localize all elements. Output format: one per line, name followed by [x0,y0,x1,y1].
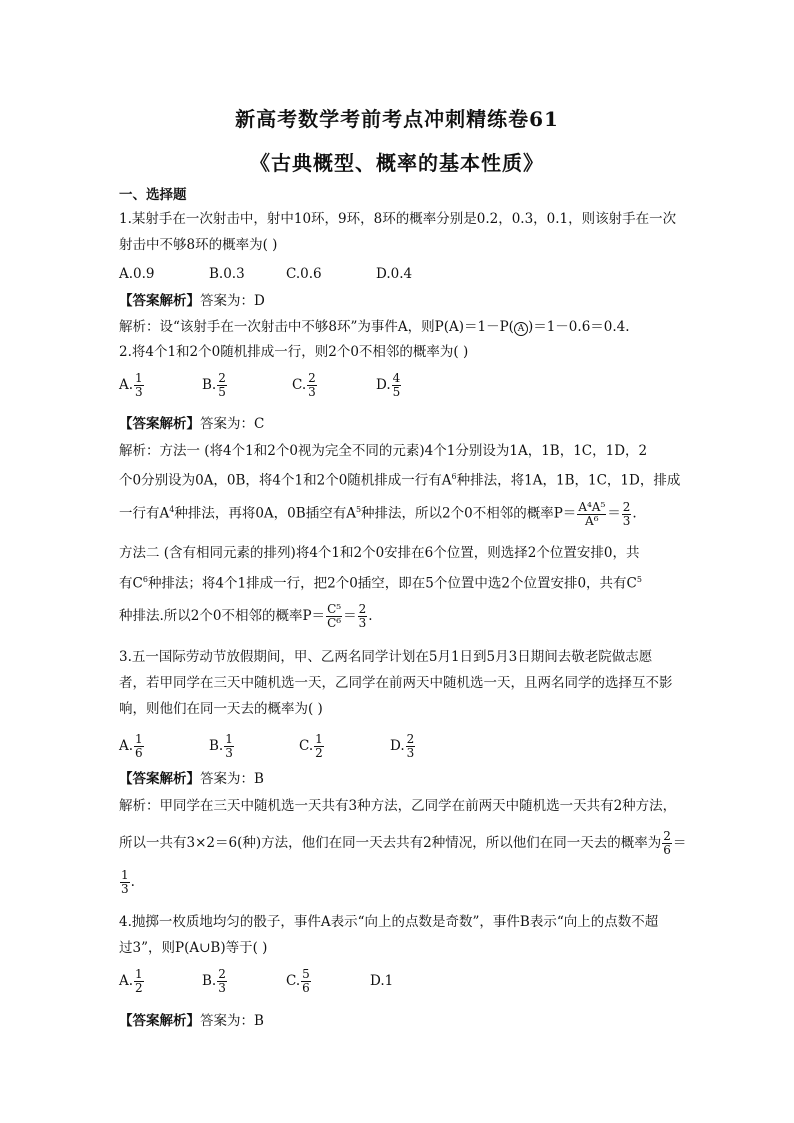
q4-answer [119,1011,705,1031]
q2-method2-line3: 种排法.所以2个0不相邻的概率P＝ $\frac{\text{C⁵}}{\text{C⁶}}$ ＝ $\frac{2}{3}$ . [119,602,373,630]
q1-option-a: A.0.9 [119,266,155,282]
q1-explanation [119,317,705,337]
q1-option-b: B.0.3 [209,266,245,282]
q1-exp-pre: 解析：设“该射手在一次射击中不够8环”为事件A，则P(A)＝1－P( [119,319,514,335]
q4-option-d: D.1 [370,973,394,989]
q2-option-a: A. $\frac{1}{3}$ [119,371,143,399]
q3-option-a: A. $\frac{1}{6}$ [119,732,143,760]
q1-answer-text: 答案为：D [200,293,265,309]
q3-option-d: D. $\frac{2}{3}$ [390,732,415,760]
q1-answer [119,291,705,311]
q4-option-a: A. $\frac{1}{2}$ [119,967,143,995]
q3-option-b: B. $\frac{1}{3}$ [209,732,233,760]
q3-exp-line2: 所以一共有3×2＝6(种)方法，他们在同一天去共有2种情况，所以他们在同一天去的概率为 $\frac{2}{6}$ ＝ [119,829,687,857]
q2-answer [119,414,705,434]
q2-option-c: C. $\frac{2}{3}$ [292,371,316,399]
q4-options [119,968,705,995]
answer-tag: 【答案解析】 [119,771,200,787]
q2-option-b: B. $\frac{2}{5}$ [202,371,226,399]
answer-tag: 【答案解析】 [119,1013,200,1029]
section-heading: 一、选择题 [119,187,187,203]
q3-exp-line1: 解析：甲同学在三天中随机选一天共有3种方法，乙同学在前两天中随机选一天共有2种方法， [119,798,677,814]
q2-exp-line2: 个0分别设为0A，0B，将4个1和2个0随机排成一行有$A^6$种排法，将1A，1B，1C，1D，排成 [119,472,681,489]
q1-exp-post: )＝1－0.6＝0.4. [527,319,630,335]
q2-method2-line1: 方法二 (含有相同元素的排列)将4个1和2个0安排在6个位置，则选择2个位置安排0，共 [119,545,640,561]
q4-option-b: B. $\frac{2}{3}$ [202,967,226,995]
q4-answer-text: 答案为：B [200,1013,264,1029]
q2-option-d: D. $\frac{4}{5}$ [376,371,401,399]
q4-stem-line1: 4.抛掷一枚质地均匀的骰子，事件A表示“向上的点数是奇数”，事件B表示“向上的点数不超 [119,914,659,930]
q4-stem-line2: 过3”，则P(A∪B)等于( ) [119,940,268,956]
q1-stem-line2: 射击中不够8环的概率为( ) [119,237,278,253]
q3-stem-line3: 响，则他们在同一天去的概率为( ) [119,701,323,717]
page-subtitle: 《古典概型、概率的基本性质》 [250,151,544,175]
q3-stem-line1: 3.五一国际劳动节放假期间，甲、乙两名同学计划在5月1日到5月3日期间去敬老院做志愿 [119,649,653,665]
q3-answer [119,769,705,789]
q1-option-c: C.0.6 [286,266,322,282]
circled-a-symbol: A [514,322,528,336]
q2-method2-line2: 有$C^6$种排法；将4个1排成一行，把2个0插空，即在5个位置中选2个位置安排0，共有$C^5$ [119,575,642,592]
answer-tag: 【答案解析】 [119,293,200,309]
q1-stem-line1: 1.某射手在一次射击中，射中10环，9环，8环的概率分别是0.2，0.3，0.1，则该射手在一次 [119,211,677,227]
page-title: 新高考数学考前考点冲刺精练卷61 [235,107,559,131]
q3-options [119,733,705,760]
q2-exp-line1: 解析：方法一 (将4个1和2个0视为完全不同的元素)4个1分别设为1A，1B，1C，1D，2 [119,443,648,459]
q2-exp-line3: 一行有$A^4$种排法，再将0A，0B插空有$A^5$种排法，所以2个0不相邻的概率P＝ $\frac{\text{A⁴A⁵}}{\text{A⁶}}$ ＝ $\frac{2}{3}$ . [119,499,637,528]
q3-exp-line3: $\frac{1}{3}$ . [121,868,135,896]
answer-tag: 【答案解析】 [119,416,200,432]
q2-answer-text: 答案为：C [200,416,265,432]
q1-options [119,264,705,284]
q3-option-c: C. $\frac{1}{2}$ [299,732,323,760]
q4-option-c: C. $\frac{5}{6}$ [286,967,310,995]
q3-answer-text: 答案为：B [200,771,264,787]
q2-options [119,372,705,399]
q1-option-d: D.0.4 [376,266,413,282]
q3-stem-line2: 者，若甲同学在三天中随机选一天，乙同学在前两天中随机选一天，且两名同学的选择互不影 [119,675,673,691]
q2-stem-line1: 2.将4个1和2个0随机排成一行，则2个0不相邻的概率为( ) [119,344,469,360]
